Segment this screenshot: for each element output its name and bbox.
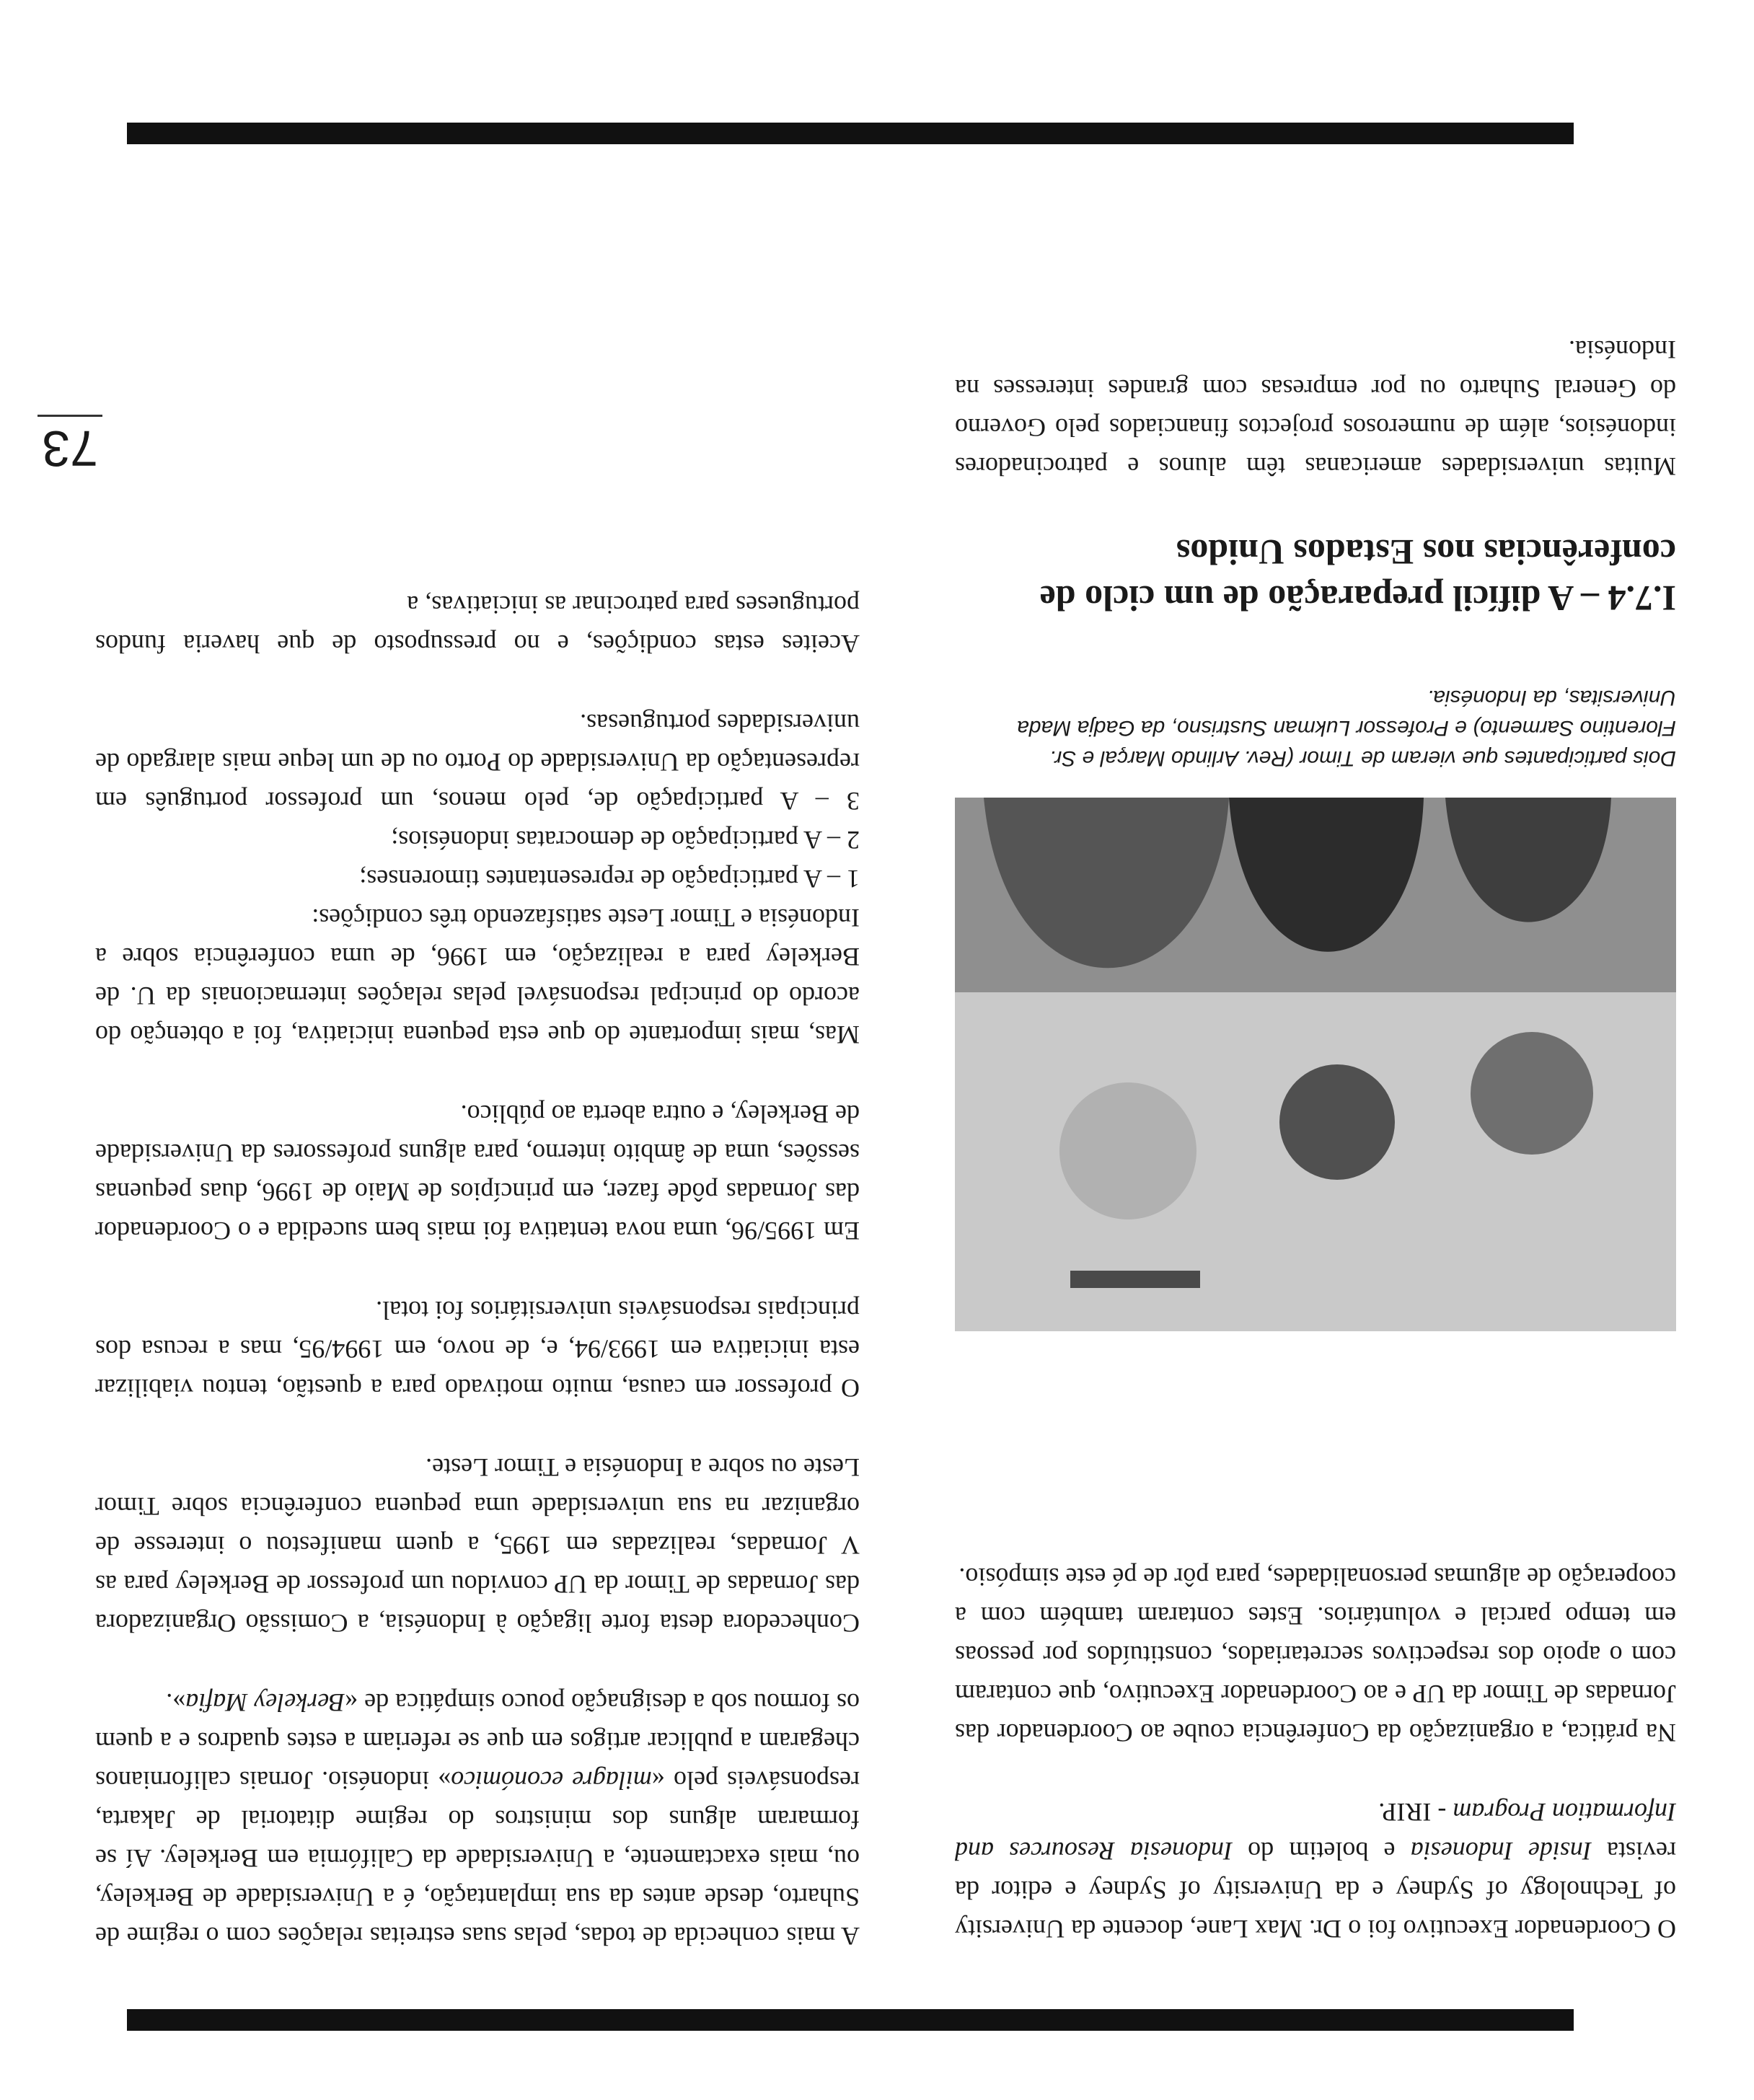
right-column — [95, 545, 860, 1956]
conditions-list — [95, 704, 860, 899]
condition-3: 3 – A participação de, pelo menos, um professor português em representação da Universidade do Porto ou de um leque mais alargado de universidades portuguesas. — [95, 709, 860, 816]
condition-1: 1 – A participação de representantes timorenses; — [359, 865, 860, 894]
italic-title: milagre económico — [451, 1766, 652, 1795]
top-rule — [127, 2009, 1574, 2031]
left-paragraph-2: Na prática, a organização da Conferência coube ao Coordenador das Jornadas de Timor da UP e ao Coordenador Executivo, que contaram com o apoio dos respectivos secretariados, constituídos por pessoas em tempo parcial e voluntários. Estes contaram também com a cooperação de algumas personalidades, para pôr de pé este simpósio. — [955, 1563, 1676, 1747]
left-column — [955, 1517, 1676, 1949]
italic-title: Berkeley Mafia — [185, 1688, 345, 1717]
section-heading: I.7.4 – A difícil preparação de um ciclo de conferências nos Estados Unidos — [1039, 532, 1676, 619]
left-paragraph-3: Muitas universidades americanas têm alunos e patrocinadores indonésios, além de numerosos projectos financiados pelo Governo do General Suharto ou por empresas com grandes interesses na Indonésia. — [955, 335, 1676, 481]
right-paragraph-1: A mais conhecida de todas, pelas suas estreitas relações com o regime de Suharto, desde antes da sua implantação, é a Universidade de Berkeley, ou, mais exactamente, a Universidade da Califórnia em Berkeley. Aí se formaram alguns dos ministros do regime ditatorial de Jakarta, responsáveis pelo «milagre económico» indonésio. Jornais californianos chegaram a publicar artigos em que se referiam a estes quadros e a quem os formou sob a designação pouco simpática de «Berkeley Mafia». — [95, 1688, 860, 1951]
italic-title: Inside Indonesia — [1410, 1837, 1592, 1866]
photo-participants — [955, 798, 1676, 1331]
right-paragraph-4: Em 1995/96, uma nova tentativa foi mais bem sucedida e o Coordenador das Jornadas pôde fazer, em princípios de Maio de 1996, duas pequenas sessões, uma de âmbito interno, para alguns professores da Universidade de Berkeley, e outra aberta ao público. — [95, 1100, 860, 1245]
photo-illustration — [955, 798, 1676, 1331]
italic-title: Indonesia Resources and Information Program — [955, 1798, 1676, 1866]
bottom-rule — [127, 123, 1574, 144]
left-column-lower — [955, 290, 1676, 622]
left-paragraph-1: O Coordenador Executivo foi o Dr. Max Lane, docente da University of Technology of Sydney e da University of Sydney e editor da revista Inside Indonesia e boletim do Indonesia Resources and Information Program - IRIP. — [955, 1798, 1676, 1944]
photo-caption: Dois participantes que vieram de Timor (Rev. Arlindo Marçal e Sr. Florentino Sarmento) e Professor Lukman Sustrisno, da Gadja Mada Universitas, da Indonésia. — [1017, 686, 1676, 770]
right-paragraph-3: O professor em causa, muito motivado para a questão, tentou viabilizar esta iniciativa em 1993/94, e, de novo, em 1994/95, mas a recusa dos principais responsáveis universitários foi total. — [95, 1296, 860, 1403]
right-paragraph-6: Aceites estas condições, e no pressuposto de que haveria fundos portugueses para patrocinar as iniciativas, a — [95, 591, 860, 658]
condition-2: 2 – A participação de democratas indonésios; — [391, 826, 860, 855]
page-number: 73 — [38, 415, 102, 477]
right-paragraph-5: Mas, mais importante do que esta pequena iniciativa, foi a obtenção do acordo do principal responsável pelas relações internacionais da U. de Berkeley para a realização, em 1996, de uma conferência sobre a Indonésia e Timor Leste satisfazendo três condições: — [95, 904, 860, 1049]
right-paragraph-2: Conhecedora desta forte ligação à Indonésia, a Comissão Organizadora das Jornadas de Timor da UP convidou um professor de Berkeley para as V Jornadas, realizadas em 1995, a quem manifestou o interesse de organizar na sua universidade uma pequena conferência sobre Timor Leste ou sobre a Indonésia e Timor Leste. — [95, 1453, 860, 1638]
